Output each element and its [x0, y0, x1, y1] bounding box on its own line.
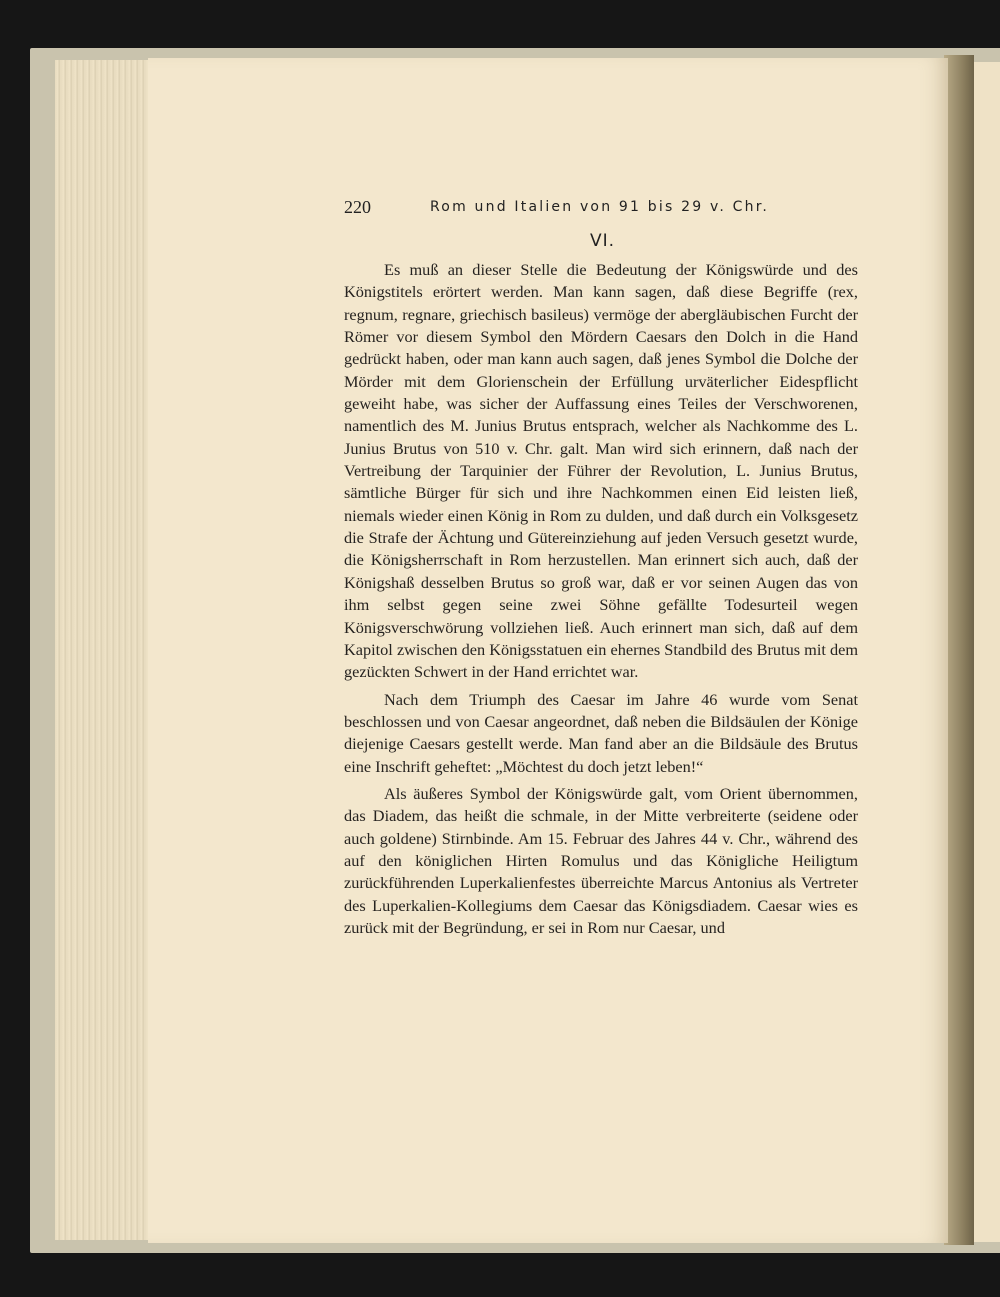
paragraph: Es muß an dieser Stelle die Bedeutung der Königswürde und des Königstitels erörtert werden. Man kann sagen, daß diese Begriffe (rex, regnum, regnare, griechisch basileus) vermöge der abergläubischen Furcht der Römer vor diesem Symbol den Mördern Caesars den Dolch in die Hand gedrückt haben, oder man kann auch sagen, daß jenes Symbol die Dolche der Mörder mit dem Glorienschein der Erfüllung urväterlicher Eidespflicht geweiht habe, was sicher der Auffassung eines Teiles der Verschworenen, namentlich des M. Junius Brutus entsprach, welcher als Nachkomme des L. Junius Brutus von 510 v. Chr. galt. Man wird sich erinnern, daß nach der Vertreibung der Tarquinier der Führer der Revolution, L. Junius Brutus, sämtliche Bürger für sich und ihre Nachkommen einen Eid leisten ließ, niemals wieder einen König in Rom zu dulden, und daß durch ein Volksgesetz die Strafe der Ächtung und Gütereinziehung auf jeden Versuch gesetzt wurde, die Königsherrschaft in Rom herzustellen. Man erinnert sich auch, daß der Königshaß desselben Brutus so groß war, daß er vor seinen Augen das von ihm selbst gegen seine zwei Söhne gefällte Todesurteil wegen Königsverschwörung vollziehen ließ. Auch erinnert man sich, daß auf dem Kapitol zwischen den Königsstatuen ein ehernes Standbild des Brutus mit dem gezückten Schwert in der Hand errichtet war. — [344, 260, 858, 682]
page-header — [344, 197, 864, 221]
book-gutter — [944, 55, 974, 1245]
paragraph: Nach dem Triumph des Caesar im Jahre 46 wurde vom Senat beschlossen und von Caesar angeordnet, daß neben die Bildsäulen der Könige diejenige Caesars gestellt werde. Man fand aber an die Bildsäule des Brutus eine Inschrift geheftet: „Möchtest du doch jetzt leben!“ — [344, 689, 858, 776]
running-head: Rom und Italien von 91 bis 29 v. Chr. — [430, 199, 770, 215]
section-heading: VI. — [590, 231, 616, 251]
paragraph: Als äußeres Symbol der Königswürde galt, vom Orient übernommen, das Diadem, das heißt die schmale, in der Mitte verbreiterte (seidene oder auch goldene) Stirnbinde. Am 15. Februar des Jahres 44 v. Chr., während des auf den königlichen Hirten Romulus und das Königliche Heiligtum zurückführenden Luperkalienfestes überreichte Marcus Antonius als Vertreter des Luperkalien-Kollegiums dem Caesar das Königsdiadem. Caesar wies es zurück mit der Begründung, er sei in Rom nur Caesar, und — [344, 783, 858, 937]
page-number: 220 — [344, 197, 371, 217]
body-text — [344, 259, 858, 944]
